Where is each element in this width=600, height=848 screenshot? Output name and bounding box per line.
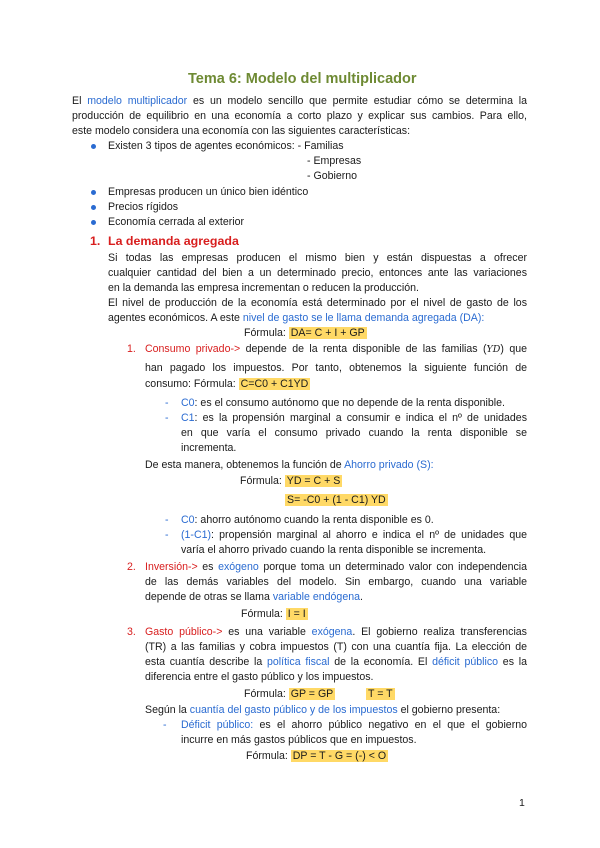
bullet-agentes: Existen 3 tipos de agentes económicos: - Familias — [108, 140, 344, 152]
dash-icon: - — [165, 397, 169, 409]
gasto-line-3: esta cuantía describe la política fiscal de la economía. El déficit público es la — [145, 656, 527, 668]
bullet-precios: Precios rígidos — [108, 201, 179, 213]
intro-line-2: producción de equilibrio en una economía a corto plazo y explicar sus cambios. Para ello, — [72, 110, 527, 122]
intro-line-1: El modelo multiplicador es un modelo sencillo que permite estudiar cómo se determina la — [72, 95, 527, 107]
section1-p2-line-2: agentes económicos. A este nivel de gasto se le llama demanda agregada (DA): — [108, 312, 485, 324]
formula-highlight: I = I — [287, 608, 306, 620]
formula-t — [366, 687, 395, 701]
section1-p1-line-3: en la demanda las empresa incrementan o reducen la producción. — [108, 282, 419, 294]
dash-icon: - — [163, 719, 167, 731]
section1-p2-line-1: El nivel de producción de la economía está determinado por el nivel de gasto de los — [108, 297, 527, 309]
formula-da: Fórmula: DA= C + I + GP — [244, 327, 365, 339]
bullet-icon — [91, 144, 96, 149]
deficit-line-2: incurre en más gastos públicos que en impuestos. — [181, 734, 417, 746]
bullet-icon — [91, 190, 96, 195]
deficit-line-1: Déficit público: es el ahorro público negativo en el que el gobierno — [181, 719, 528, 731]
consumo-line-3: consumo: Fórmula: C=C0 + C1YD — [145, 378, 309, 390]
formula-yd: Fórmula: YD = C + S — [240, 475, 341, 487]
c1-definition-line-3: incrementa. — [181, 442, 237, 454]
s-c1-definition-line-2: varía el ahorro privado cuando la renta disponible se incrementa. — [181, 544, 487, 556]
term-deficit: Déficit público: — [181, 719, 254, 731]
formula-i: Fórmula: I = I — [241, 608, 306, 620]
term-consumo-privado: Consumo privado-> — [145, 343, 241, 355]
bullet-icon — [91, 220, 96, 225]
section-heading: La demanda agregada — [108, 234, 239, 248]
dash-icon: - — [165, 514, 169, 526]
bullet-sub-empresas: - Empresas — [307, 155, 362, 167]
term-inversion: Inversión-> — [145, 561, 198, 573]
c0-definition: C0: es el consumo autónomo que no depende de la renta disponible. — [181, 397, 505, 409]
term-politica-fiscal: política fiscal — [267, 656, 330, 668]
formula-highlight: YD = C + S — [286, 475, 341, 487]
section-number: 1. — [90, 234, 101, 248]
inversion-line-2: de las demás variables del modelo. Sin embargo, cuando una variable — [145, 576, 527, 588]
gasto-line-4: diferencia entre el gasto público y los impuestos. — [145, 671, 374, 683]
bullet-economia: Economía cerrada al exterior — [108, 216, 245, 228]
consumo-line-2: han pagado los impuestos. Por tanto, obtenemos la siguiente función de — [145, 362, 527, 374]
formula-highlight: T = T — [368, 688, 393, 700]
term-modelo-multiplicador: modelo multiplicador — [87, 95, 188, 107]
term-variable-endogena: variable endógena — [272, 591, 360, 603]
c1-definition: C1: es la propensión marginal a consumir e indica el nº de unidades — [181, 412, 527, 424]
term-deficit-publico: déficit público — [432, 656, 499, 668]
intro-line-3: este modelo considera una economía con las siguientes características: — [72, 125, 411, 137]
formula-s — [285, 493, 388, 507]
s-c0-definition: C0: ahorro autónomo cuando la renta disponible es 0. — [181, 514, 434, 526]
segun-line: Según la cuantía del gasto público y de los impuestos el gobierno presenta: — [145, 704, 501, 716]
page-title: Tema 6: Modelo del multiplicador — [188, 71, 417, 87]
consumo-line-1: Consumo privado-> depende de la renta disponible de las familias (YD) que — [145, 343, 527, 355]
term-ahorro-privado: Ahorro privado (S): — [344, 459, 434, 471]
bullet-sub-gobierno: - Gobierno — [307, 170, 358, 182]
bullet-empresas: Empresas producen un único bien idéntico — [108, 186, 309, 198]
formula-highlight: C=C0 + C1YD — [240, 378, 309, 390]
bullet-icon — [91, 205, 96, 210]
page-number: 1 — [519, 797, 525, 809]
item-number: 3. — [127, 626, 136, 638]
formula-dp: Fórmula: DP = T - G = (-) < O — [246, 750, 387, 762]
formula-highlight: DP = T - G = (-) < O — [292, 750, 387, 762]
formula-highlight: DA= C + I + GP — [290, 327, 365, 339]
c1-definition-line-2: en que varía el consumo privado cuando la renta disponible se — [181, 427, 527, 439]
gasto-line-1: Gasto público-> es una variable exógena. El gobierno realiza transferencias — [145, 626, 527, 638]
item-number: 1. — [127, 343, 136, 355]
formula-highlight: GP = GP — [290, 688, 334, 700]
term-gasto-publico: Gasto público-> — [145, 626, 223, 638]
inversion-line-3: depende de otras se llama variable endógena. — [145, 591, 363, 603]
section1-p1-line-1: Si todas las empresas producen el mismo bien y están dispuestas a ofrecer — [108, 252, 527, 264]
gasto-line-2: (TR) a las familias y cobra impuestos (T) con una cuantía fija. La elección de — [145, 641, 527, 653]
inversion-line-1: Inversión-> es exógeno porque toma un determinado valor con independencia — [145, 561, 528, 573]
s-c1-definition: (1-C1): propensión marginal al ahorro e indica el nº de unidades que — [181, 529, 527, 541]
ahorro-intro: De esta manera, obtenemos la función de Ahorro privado (S): — [145, 459, 434, 471]
formula-highlight: S= -C0 + (1 - C1) YD — [287, 494, 386, 506]
term-demanda-agregada: nivel de gasto se le llama demanda agregada (DA): — [242, 312, 485, 324]
formula-gp: Fórmula: GP = GP — [244, 688, 334, 700]
dash-icon: - — [165, 529, 169, 541]
term-cuantia: cuantía del gasto público y de los impuestos — [189, 704, 398, 716]
section1-p1-line-2: cualquier cantidad del bien a un determinado precio, entonces ante las variaciones — [108, 267, 527, 279]
item-number: 2. — [127, 561, 136, 573]
dash-icon: - — [165, 412, 169, 424]
